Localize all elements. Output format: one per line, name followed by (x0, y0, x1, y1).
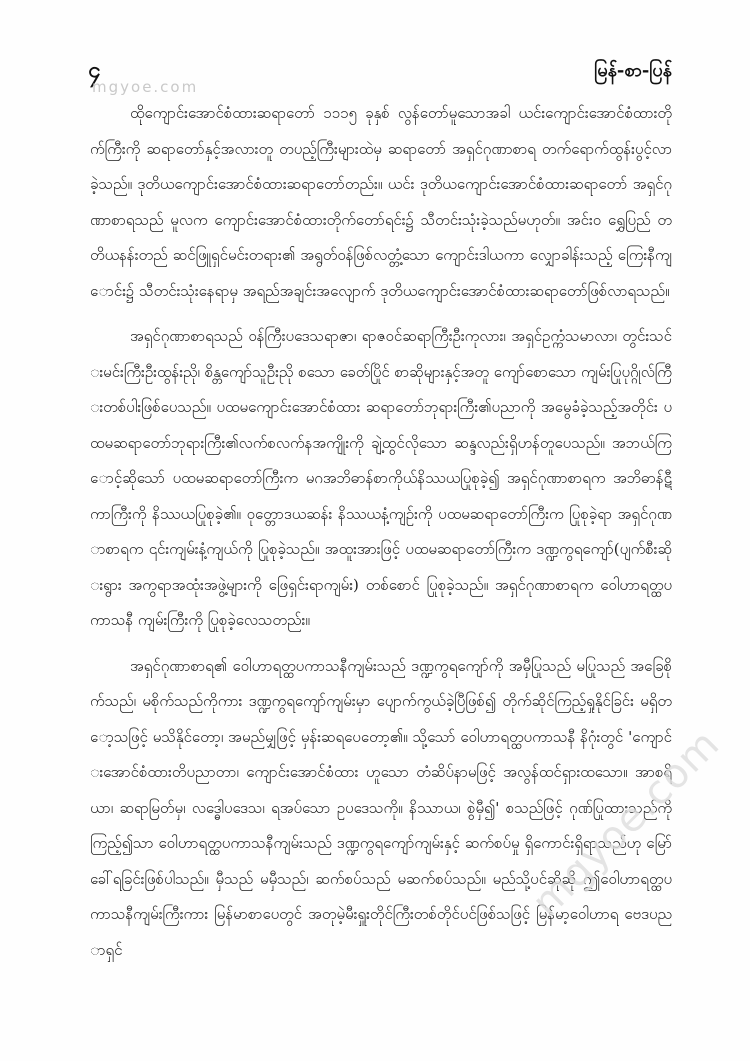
paragraph-1: ထိုကျောင်းအောင်စံထားဆရာတော် ၁၁၁၅ ခုနှစ် လွန်တော်မူသောအခါ ယင်းကျောင်းအောင်စံထားတိုက်ကြီးကို ဆရာတော်နှင့်အလားတူ တပည့်ကြီးများထဲမှ ဆရာတော် အရှင်ဂုဏာစာရ တက်ရောက်ထွန်းပွင့်လာခဲ့သည်။ ဒုတိယကျောင်းအောင်စံထားဆရာတော်တည်း။ ယင်း ဒုတိယကျောင်းအောင်စံထားဆရာတော် အရှင်ဂုဏာစာရသည် မူလက ကျောင်းအောင်စံထားတိုက်တော်ရင်း၌ သီတင်းသုံးခဲ့သည်မဟုတ်။ အင်းဝ ရွှေပြည် တတိယနန်းတည် ဆင်ဖြူရှင်မင်းတရား၏ အရွတ်ဝန်ဖြစ်လတ္တံ့သော ကျောင်းဒါယကာ လျှောခါန်းသည့် ကြေးနီကျောင်း၌ သီတင်းသုံးနေရာမှ အရည်အချင်းအလျောက် ဒုတိယကျောင်းအောင်စံထားဆရာတော်ဖြစ်လာရသည်။ (90, 104, 672, 300)
watermark-top: mgyoe.com (92, 78, 199, 96)
paragraph-2: အရှင်ဂုဏာစာရသည် ဝန်ကြီးပဒေသရာဇာ၊ ရာဇဝင်ဆရာကြီးဦးကုလား၊ အရှင်ဥက္ကံသမာလာ၊ တွင်းသင်းမင်းကြီးဦးထွန်းညို၊ စိန္တကျော်သူဦးညို စသော ခေတ်ပြိုင် စာဆိုများနှင့်အတူ ကျော်စောသော ကျမ်းပြုပုဂ္ဂိုလ်ကြီးတစ်ပါးဖြစ်ပေသည်။ ပထမကျောင်းအောင်စံထား ဆရာတော်ဘုရားကြီး၏ပညာကို အမွေခံခဲ့သည့်အတိုင်း ပထမဆရာတော်ဘုရားကြီး၏လက်စလက်နအကျိုးကို ချဲ့ထွင်လိုသော ဆန္ဒလည်းရှိဟန်တူပေသည်။ အဘယ်ကြောင့်ဆိုသော် ပထမဆရာတော်ကြီးက မဂအဘိဓာန်စာကိုယ်နိဿယပြုစုခဲ့၍ အရှင်ဂုဏာစာရက အဘိဓာန်ဋီကာကြီးကို နိဿယပြုစုခဲ့၏။ ဝုတ္တောဒယဆန်း နိဿယနံ့ကျဉ်းကို ပထမဆရာတော်ကြီးက ပြုစုခဲ့ရာ အရှင်ဂုဏာစာရက ၎င်းကျမ်းနံ့ကျယ်ကို ပြုစုခဲ့သည်။ အထူးအားဖြင့် ပထမဆရာတော်ကြီးက ဒဏ္ဍကွရကျော်(ပျက်စီးဆိုးရွား အကွရာအထုံးအဖွဲ့များကို ဖြေရှင်းရာကျမ်း) တစ်စောင် ပြုစုခဲ့သည်။ အရှင်ဂုဏာစာရက ဝေါဟာရတ္ထပကာသနီ ကျမ်းကြီးကို ပြုစုခဲ့လေသတည်း။ (90, 327, 672, 629)
paragraph-3: အရှင်ဂုဏာစာရ၏ ဝေါဟာရတ္ထပကာသနီကျမ်းသည် ဒဏ္ဍကွရကျော်ကို အမှီပြုသည် မပြုသည် အခြေစိုက်သည်၊ မစိုက်သည်ကိုကား ဒဏ္ဍကွရကျော်ကျမ်းမှာ ပျောက်ကွယ်ခဲ့ပြီဖြစ်၍ တိုက်ဆိုင်ကြည့်ရှုနိုင်ခြင်း မရှိတော့သဖြင့် မသိနိုင်တော့၊ အမည်မျှဖြင့် မှန်းဆရပေတော့၏။ သို့သော် ဝေါဟာရတ္ထပကာသနီ နိဂုံးတွင် 'ကျောင်းအောင်စံထားတိပညာတာ၊ ကျောင်းအောင်စံထား ဟူသော တံဆိပ်နာမဖြင့် အလွန်ထင်ရှားထသော။ အာစရိယာ၊ ဆရာမြတ်မှ၊ လဒ္ဓေါပဒေသ၊ ရအပ်သော ဥပဒေသကို။ နိဿာယ၊ စွဲမှီ၍' စသည်ဖြင့် ဂုဏ်ပြုထားသည်ကို ကြည့်၍သာ ဝေါဟာရတ္ထပကာသနီကျမ်းသည် ဒဏ္ဍကွရကျော်ကျမ်းနှင့် ဆက်စပ်မှု ရှိကောင်းရှိရာသည်ဟု မြော်ခေါ်ရခြင်းဖြစ်ပါသည်။ မှီသည် မမှီသည်၊ ဆက်စပ်သည် မဆက်စပ်သည်။ မည်သို့ပင်ဆိုဆို ဤဝေါဟာရတ္ထပကာသနီကျမ်းကြီးကား မြန်မာစာပေတွင် အတုမဲ့မီးရှူးတိုင်ကြီးတစ်တိုင်ပင်ဖြစ်သဖြင့် မြန်မာ့ဝေါဟာရ ဗေဒပညာရှင် (90, 656, 672, 959)
page-number: ၄ (88, 56, 101, 83)
running-title: မြန်-စာ-ပြန် (594, 59, 672, 81)
watermark-corner: mgyoe.com (523, 720, 729, 926)
